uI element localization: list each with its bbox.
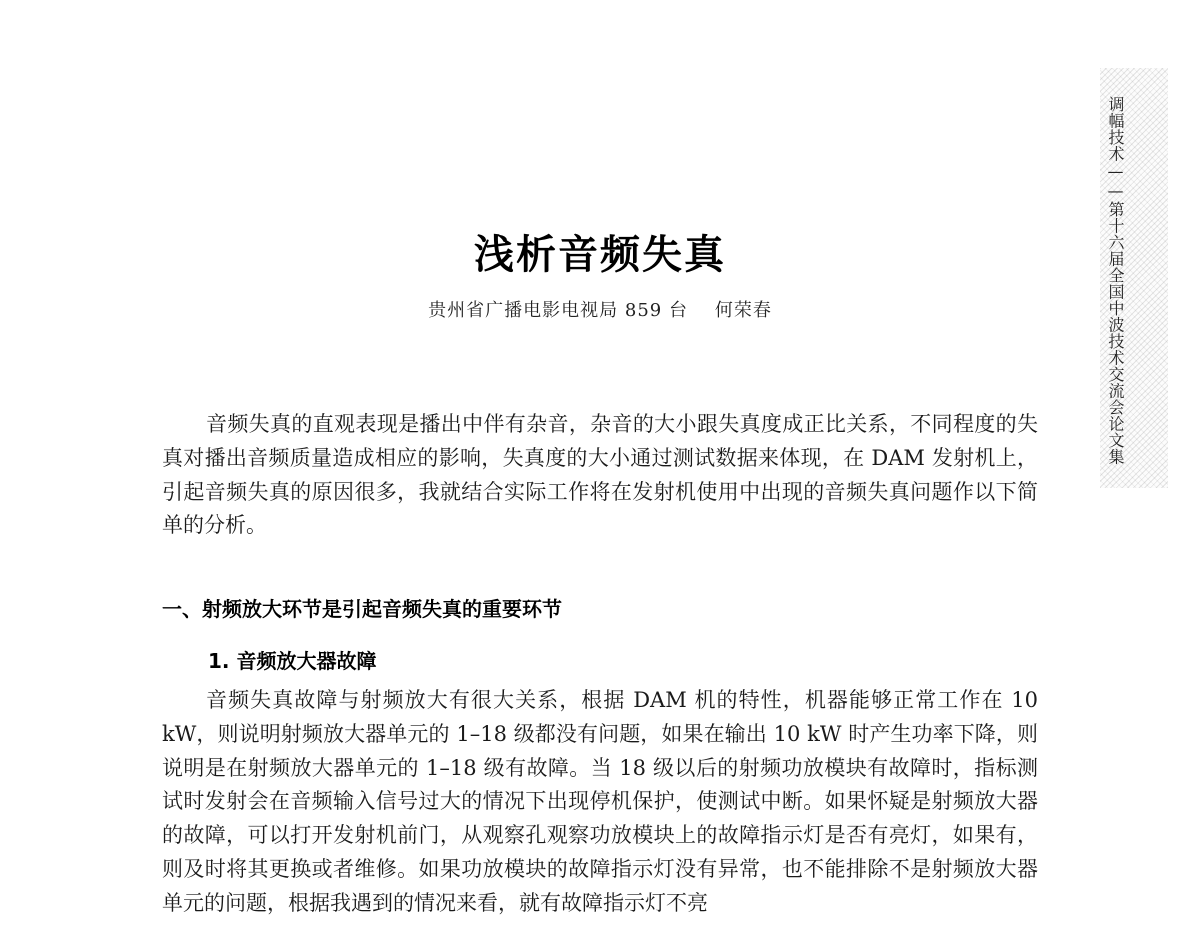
subsection-1-heading: 1. 音频放大器故障 xyxy=(208,649,377,673)
side-running-title: 调幅技术——第十六届全国中波技术交流会论文集 xyxy=(1106,96,1125,465)
article-title: 浅析音频失真 xyxy=(474,231,726,278)
intro-paragraph: 音频失真的直观表现是播出中伴有杂音，杂音的大小跟失真度成正比关系，不同程度的失真对播出音频质量造成相应的影响，失真度的大小通过测试数据来体现，在 DAM 发射机上，引起音频失真的原因很多，我就结合实际工作将在发射机使用中出现的音频失真问题作以下简单的分析。 xyxy=(162,412,1038,538)
subsection-1-paragraph: 音频失真故障与射频放大有很大关系，根据 DAM 机的特性，机器能够正常工作在 10 kW，则说明射频放大器单元的 1–18 级都没有问题，如果在输出 10 kW 时产生功率下降，则说明是在射频放大器单元的 1–18 级有故障。当 18 级以后的射频功放模块有故障时，指标测试时发射会在音频输入信号过大的情况下出现停机保护，使测试中断。如果怀疑是射频放大器的故障，可以打开发射机前门，从观察孔观察功放模块上的故障指示灯是否有亮灯，如果有，则及时将其更换或者维修。如果功放模块的故障指示灯没有异常，也不能排除不是射频放大器单元的问题，根据我遇到的情况来看，就有故障指示灯不亮 xyxy=(162,688,1038,915)
section-1-heading: 一、射频放大环节是引起音频失真的重要环节 xyxy=(162,597,562,621)
article-author: 贵州省广播电影电视局 859 台 何荣春 xyxy=(428,300,772,321)
